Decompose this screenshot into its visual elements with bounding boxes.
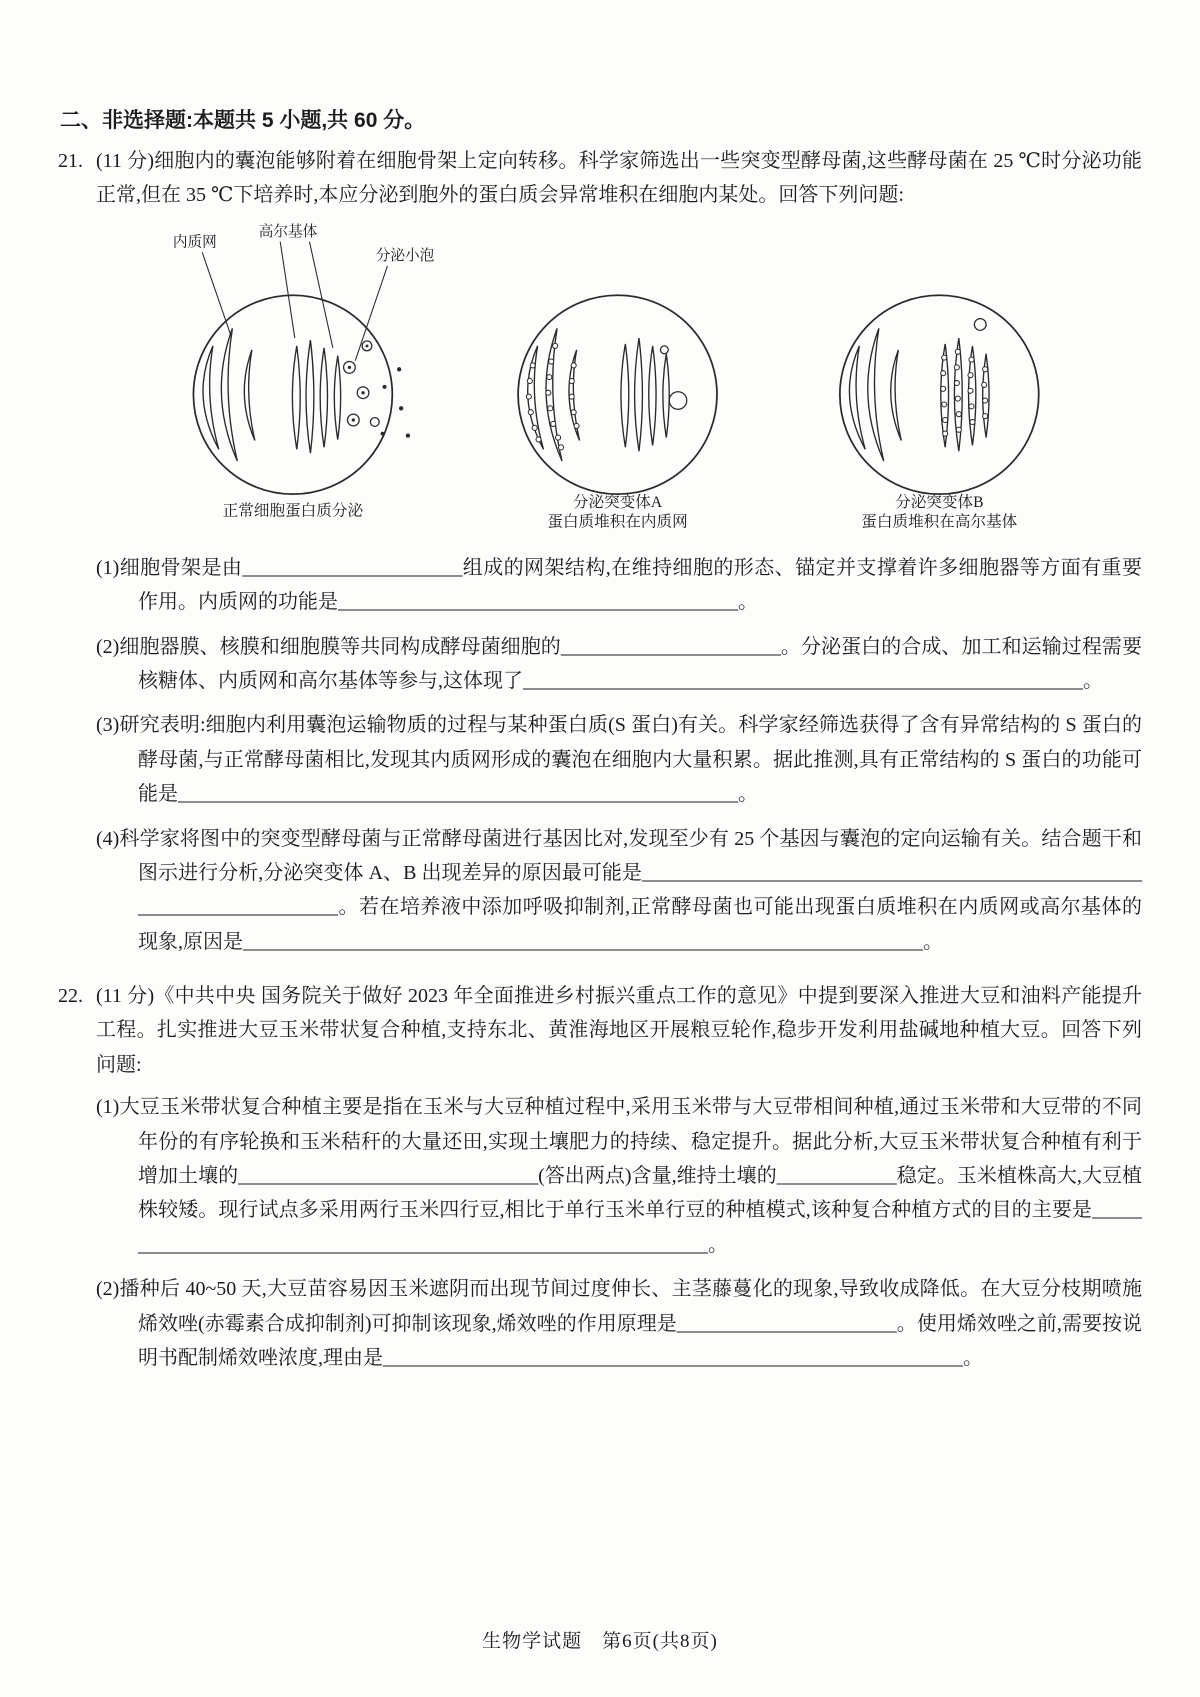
question-21-intro: (11 分)细胞内的囊泡能够附着在细胞骨架上定向转移。科学家筛选出一些突变型酵母菌,这些酵母菌在 25 ℃时分泌功能正常,但在 35 ℃下培养时,本应分泌到胞外的蛋白质会异常堆积在细胞内某处。回答下列问题: [96,150,1142,207]
question-22-body [96,979,1142,1385]
mutant-a-cell-drawing [518,295,717,494]
cell-membrane [839,295,1038,494]
caption-mutant-a-line1: 分泌突变体A [572,493,662,511]
caption-mutant-a-line2: 蛋白质堆积在内质网 [546,513,688,531]
golgi-stack [620,338,668,451]
cell-secretion-figure [132,221,1107,543]
page-footer: 生物学试题 第6页(共8页) [482,1631,718,1652]
normal-cell-drawing [193,295,410,494]
q22-part-1: (1)大豆玉米带状复合种植主要是指在玉米与大豆种植过程中,采用玉米带与大豆带相间种植,通过玉米带和大豆带的不同年份的有序轮换和玉米秸秆的大量还田,实现土壤肥力的持续、稳定提升。据此分析,大豆玉米带状复合种植有利于增加土壤的______________________________(答出两点)含量,维持土壤的____________稳定。玉米植株高大,大豆植株较矮。现行试点多采用两行玉米四行豆,相比于单行玉米单行豆的种植模式,该种复合种植方式的目的主要是______________________________________________________________。 [96,1096,1142,1256]
golgi-leader-line-1 [280,241,295,338]
golgi-label: 高尔基体 [258,223,317,240]
er-label: 内质网 [172,234,217,251]
question-22 [58,979,1142,1385]
question-21 [58,144,1142,969]
question-22-intro: (11 分)《中共中央 国务院关于做好 2023 年全面推进乡村振兴重点工作的意见》中提到要深入推进大豆和油料产能提升工程。扎实推进大豆玉米带状复合种植,支持东北、黄淮海地区开展粮豆轮作,稳步开发利用盐碱地种植大豆。回答下列问题: [96,985,1142,1076]
caption-mutant-b-line2: 蛋白质堆积在高尔基体 [860,513,1017,531]
caption-normal-cell: 正常细胞蛋白质分泌 [222,502,363,520]
golgi-leader-line-2 [309,241,332,347]
question-21-number: 21. [58,150,83,172]
section-header: 二、非选择题:本题共 5 小题,共 60 分。 [60,109,426,132]
question-21-body [96,144,1142,969]
q22-part-2: (2)播种后 40~50 天,大豆苗容易因玉米遮阴而出现节间过度伸长、主茎藤蔓化的现象,导致收成降低。在大豆分枝期喷施烯效唑(赤霉素合成抑制剂)可抑制该现象,烯效唑的作用原理是______________________。使用烯效唑之前,需要按说明书配制烯效唑浓度,理由是__________________________________________________________。 [96,1278,1142,1369]
question-22-number: 22. [58,985,83,1008]
q21-part-2: (2)细胞器膜、核膜和细胞膜等共同构成酵母菌细胞的______________________。分泌蛋白的合成、加工和运输过程需要核糖体、内质网和高尔基体等参与,这体现了________________________________________________________。 [96,635,1142,692]
mutant-b-cell-drawing [839,295,1038,494]
vesicle-label: 分泌小泡 [375,247,434,264]
cell-secretion-diagram [132,221,1107,543]
golgi-stack [292,340,340,453]
q21-part-4: (4)科学家将图中的突变型酵母菌与正常酵母菌进行基因比对,发现至少有 25 个基因与囊泡的定向运输有关。结合题干和图示进行分析,分泌突变体 A、B 出现差异的原因最可能是______________________________________________________________________。若在培养液中添加呼吸抑制剂,正常酵母菌也可能出现蛋白质堆积在内质网或高尔基体的现象,原因是____________________________________________________________________。 [96,827,1142,953]
q21-part-3: (3)研究表明:细胞内利用囊泡运输物质的过程与某种蛋白质(S 蛋白)有关。科学家经筛选获得了含有异常结构的 S 蛋白的酵母菌,与正常酵母菌相比,发现其内质网形成的囊泡在细胞内大量积累。据此推测,具有正常结构的 S 蛋白的功能可能是________________________________________________________。 [96,714,1142,806]
caption-mutant-b-line1: 分泌突变体B [894,493,983,511]
q21-part-1: (1)细胞骨架是由______________________组成的网架结构,在维持细胞的形态、锚定并支撑着许多细胞器等方面有重要作用。内质网的功能是________________________________________。 [96,556,1142,614]
